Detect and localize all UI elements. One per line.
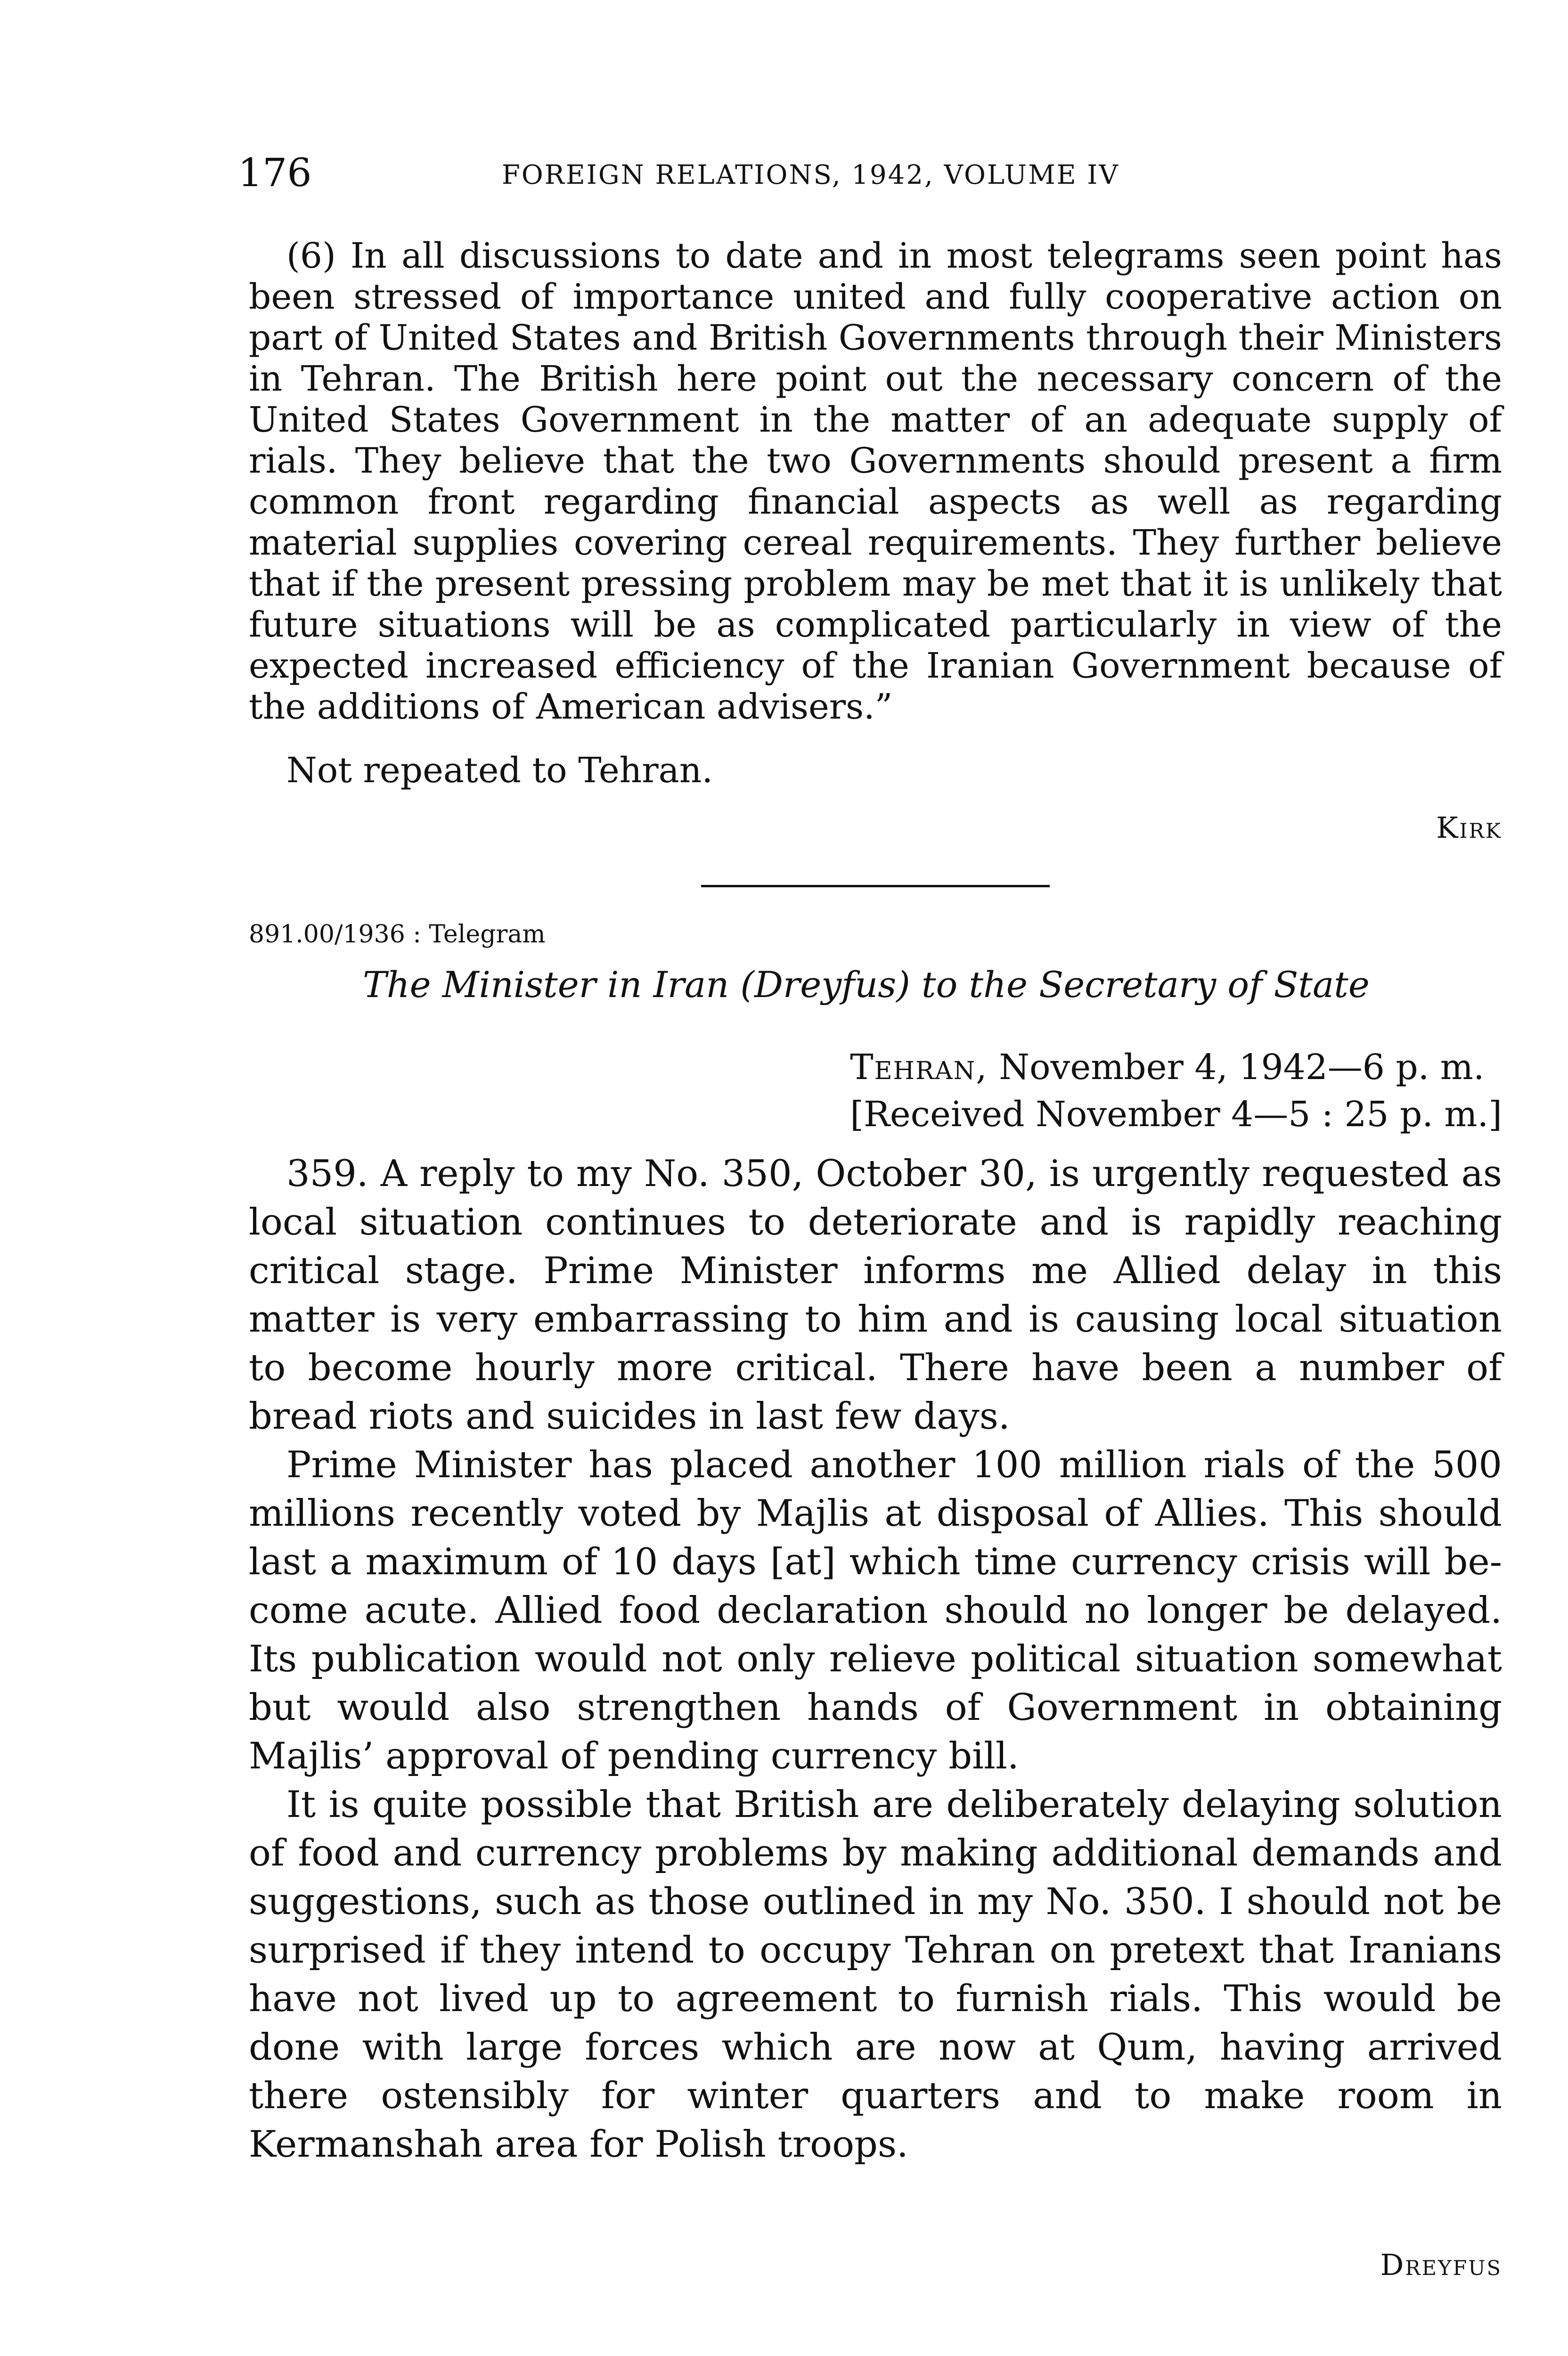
body-paragraph: It is quite possible that British are deliberately delaying solution of food and currency problems by making additional demands and suggestions, such as those outlined in my No. 350. I should not be surprised if they intend to occupy Tehran on pretext that Iranians have not lived up to agreement to furnish rials. This would be done with large forces which are now at Qum, having arrived there ostensibly for winter quarters and to make room in Kermanshah area for Polish troops. [249,1783,1502,2166]
body-paragraph: 359. A reply to my No. 350, October 30, is urgently requested as local situation continues to deteriorate and is rapidly reaching critical stage. Prime Minister informs me Allied delay in this matter is very embarrassing to him and is causing local situation to become hourly more critical. There have been a number of bread riots and suicides in last few days. [249,1153,1502,1438]
first-document-body [249,236,1502,728]
dateline-received: [Received November 4—5 : 25 p. m.] [850,1094,1502,1135]
body-paragraph: (6) In all discussions to date and in most telegrams seen point has been stressed of importance united and fully cooperative action on part of United States and British Governments through their Ministers in Tehran. The British here point out the necessary concern of the United States Government in the matter of an adequate supply of rials. They believe that the two Governments should present a firm common front regarding financial aspects as well as regarding material supplies covering cereal requirements. They further believe that if the present pressing problem may be met that it is unlikely that future situations will be as complicated particularly in view of the expected increased efficiency of the Iranian Government because of the additions of American advisers.” [249,236,1502,727]
dateline-sent [850,1044,1502,1091]
distribution-note: Not repeated to Tehran. [286,750,713,791]
running-head: FOREIGN RELATIONS, 1942, VOLUME IV [502,160,1119,190]
dateline-place: Tehran, [850,1047,988,1088]
second-document-body [249,1150,1502,2169]
signature-kirk: Kirk [1436,810,1502,845]
signature-dreyfus: Dreyfus [1380,2248,1502,2282]
page-number: 176 [238,151,312,196]
file-reference: 891.00/1936 : Telegram [249,920,546,949]
dateline-date: November 4, 1942—6 p. m. [988,1047,1485,1088]
page-header [238,150,1510,202]
section-divider [701,885,1050,887]
dateline [850,1044,1502,1138]
document-title: The Minister in Iran (Dreyfus) to the Secretary of State [363,964,1370,1006]
body-paragraph: Prime Minister has placed another 100 million rials of the 500 millions recently voted by Majlis at disposal of Allies. This should last a maximum of 10 days [at] which time currency crisis will become acute. Allied food declaration should no longer be delayed. Its publication would not only relieve political situation somewhat but would also strengthen hands of Government in obtaining Majlis’ approval of pending currency bill. [249,1444,1502,1777]
